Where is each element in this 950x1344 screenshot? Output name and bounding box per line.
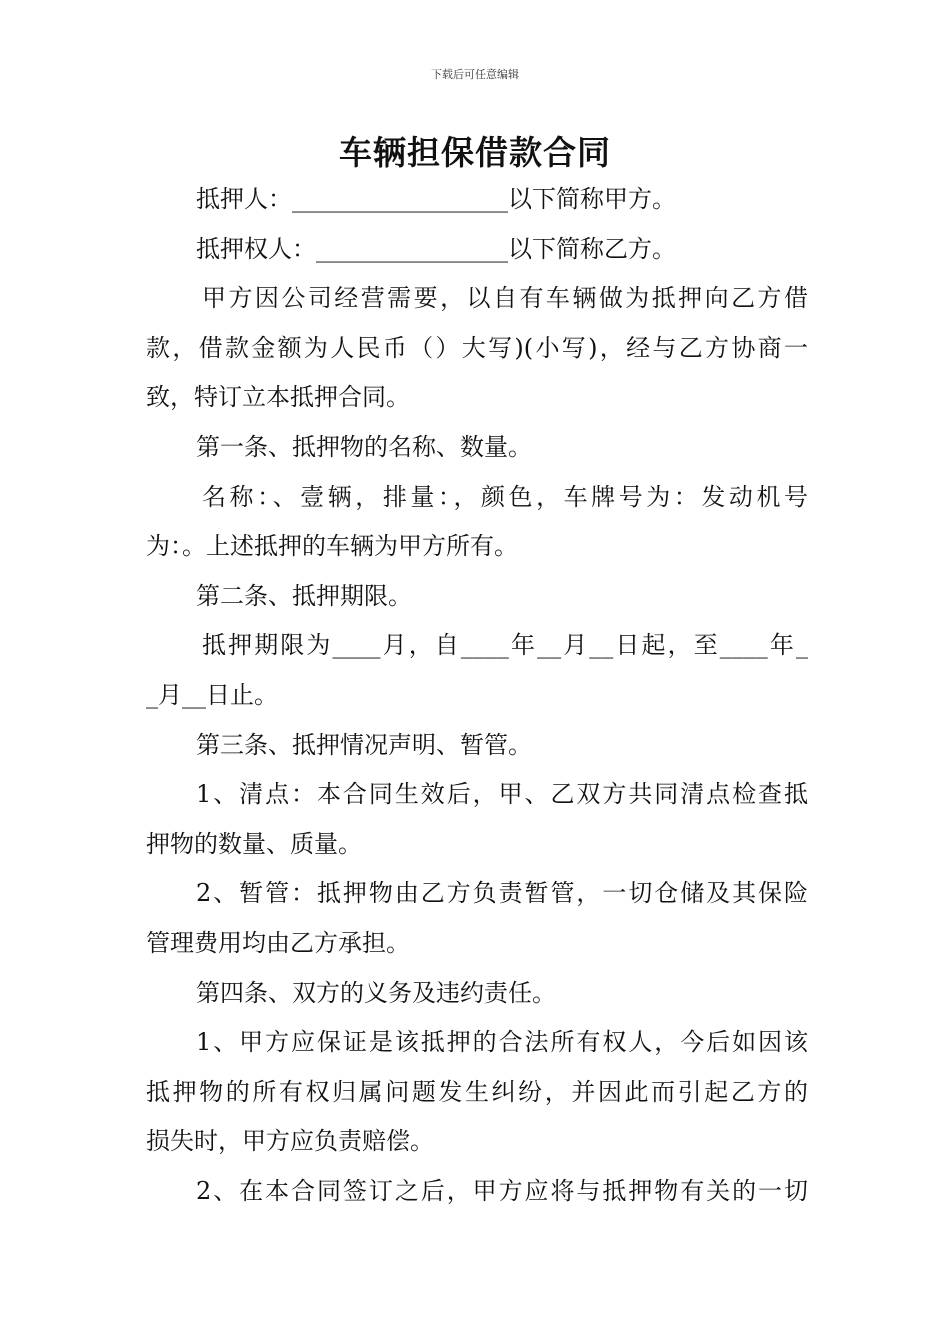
paragraph-line: 1、甲方应保证是该抵押的合法所有权人，今后如因该	[196, 1028, 808, 1057]
paragraph-line: 抵押人：__________________以下简称甲方。	[196, 185, 676, 213]
paragraph-line: 押物的数量、质量。	[146, 829, 362, 858]
section-heading: 第一条、抵押物的名称、数量。	[196, 432, 532, 461]
document-title: 车辆担保借款合同	[339, 133, 611, 172]
section-heading: 第四条、双方的义务及违约责任。	[196, 978, 556, 1007]
paragraph-line: 款，借款金额为人民币（）大写)(小写)，经与乙方协商一	[146, 333, 808, 362]
document-body	[146, 175, 808, 1216]
paragraph-line: 甲方因公司经营需要，以自有车辆做为抵押向乙方借	[202, 284, 808, 313]
paragraph-line: 2、在本合同签订之后，甲方应将与抵押物有关的一切	[196, 1176, 808, 1205]
section-heading: 第三条、抵押情况声明、暂管。	[196, 730, 532, 759]
header-note: 下载后可任意编辑	[431, 68, 519, 81]
paragraph-line: 管理费用均由乙方承担。	[146, 928, 410, 957]
paragraph-line: 抵押期限为____月，自____年__月__日起，至____年_	[202, 631, 808, 660]
paragraph-line: 抵押物的所有权归属问题发生纠纷，并因此而引起乙方的	[146, 1077, 808, 1106]
paragraph-line: 名称：、壹辆，排量：，颜色，车牌号为：发动机号	[202, 482, 808, 511]
paragraph-line: 2、暂管：抵押物由乙方负责暂管，一切仓储及其保险	[196, 879, 808, 908]
paragraph-line: 为：。上述抵押的车辆为甲方所有。	[146, 532, 518, 561]
paragraph-line: 损失时，甲方应负责赔偿。	[146, 1127, 434, 1156]
section-heading: 第二条、抵押期限。	[196, 581, 412, 610]
paragraph-line: 抵押权人：________________以下简称乙方。	[196, 234, 676, 263]
paragraph-line: 致，特订立本抵押合同。	[146, 383, 410, 412]
paragraph-line: 1、清点：本合同生效后，甲、乙双方共同清点检查抵	[196, 780, 808, 809]
paragraph-line: _月__日止。	[146, 680, 278, 709]
